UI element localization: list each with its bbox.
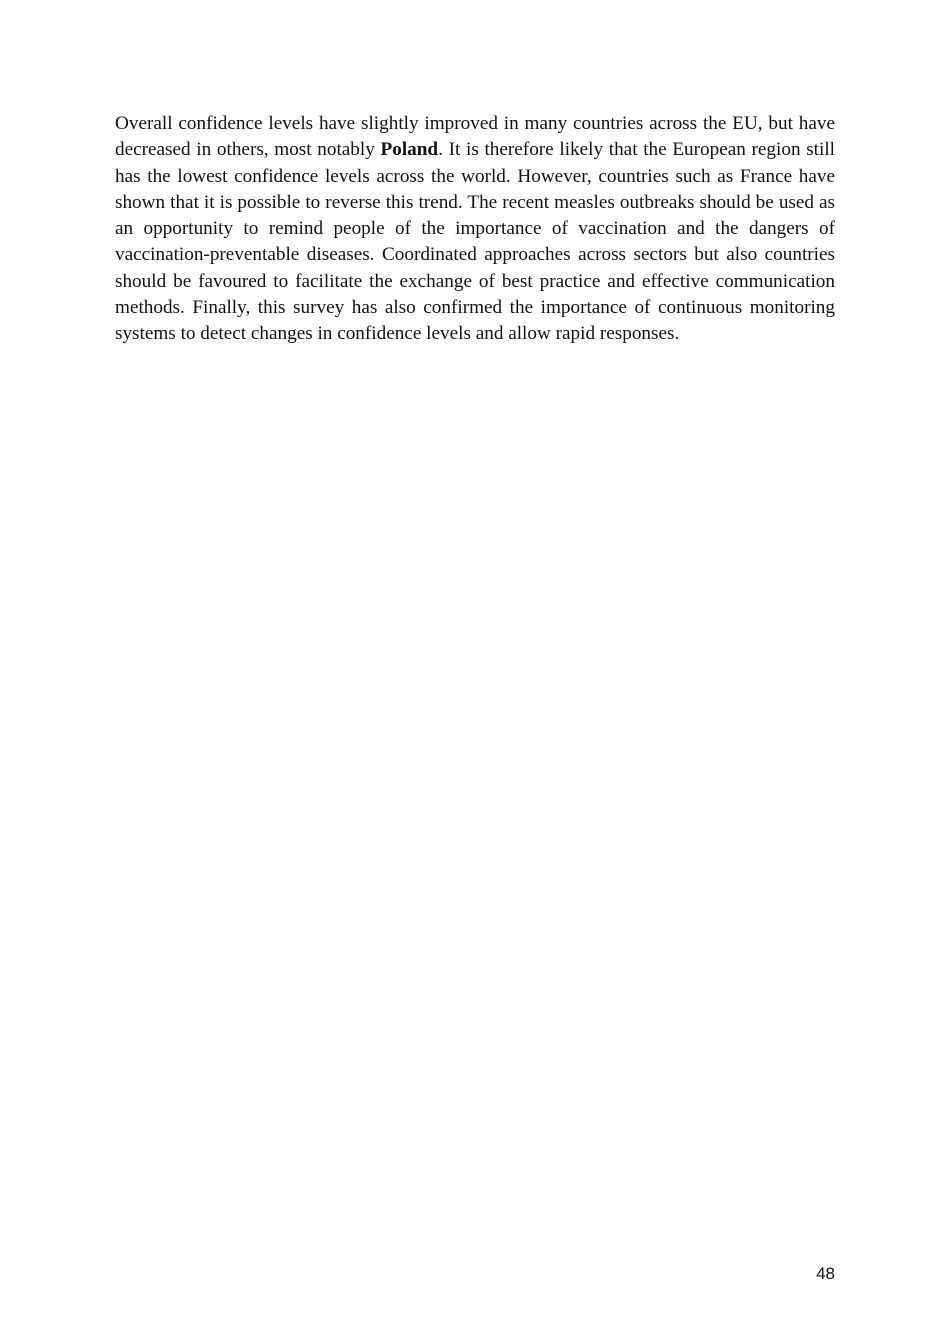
emphasized-country: Poland: [380, 139, 439, 161]
paragraph-text-start: Overall confidence levels have slightly improved in many countries across the EU, but have decreased in others, most notably: [115, 113, 835, 161]
paragraph-text-end: . It is therefore likely that the European region still has the lowest confidence levels across the world. However, countries such as France have shown that it is possible to reverse this trend. The recent measles outbreaks should be used as an opportunity to remind people of the importance of vaccination and the dangers of vaccination-preventable diseases. Coordinated approaches across sectors but also countries should be favoured to facilitate the exchange of best practice and effective communication methods. Finally, this survey has also confirmed the importance of continuous monitoring systems to detect changes in confidence levels and allow rapid responses.: [115, 139, 836, 345]
body-paragraph: [115, 111, 835, 348]
page-number: 48: [816, 1264, 835, 1283]
